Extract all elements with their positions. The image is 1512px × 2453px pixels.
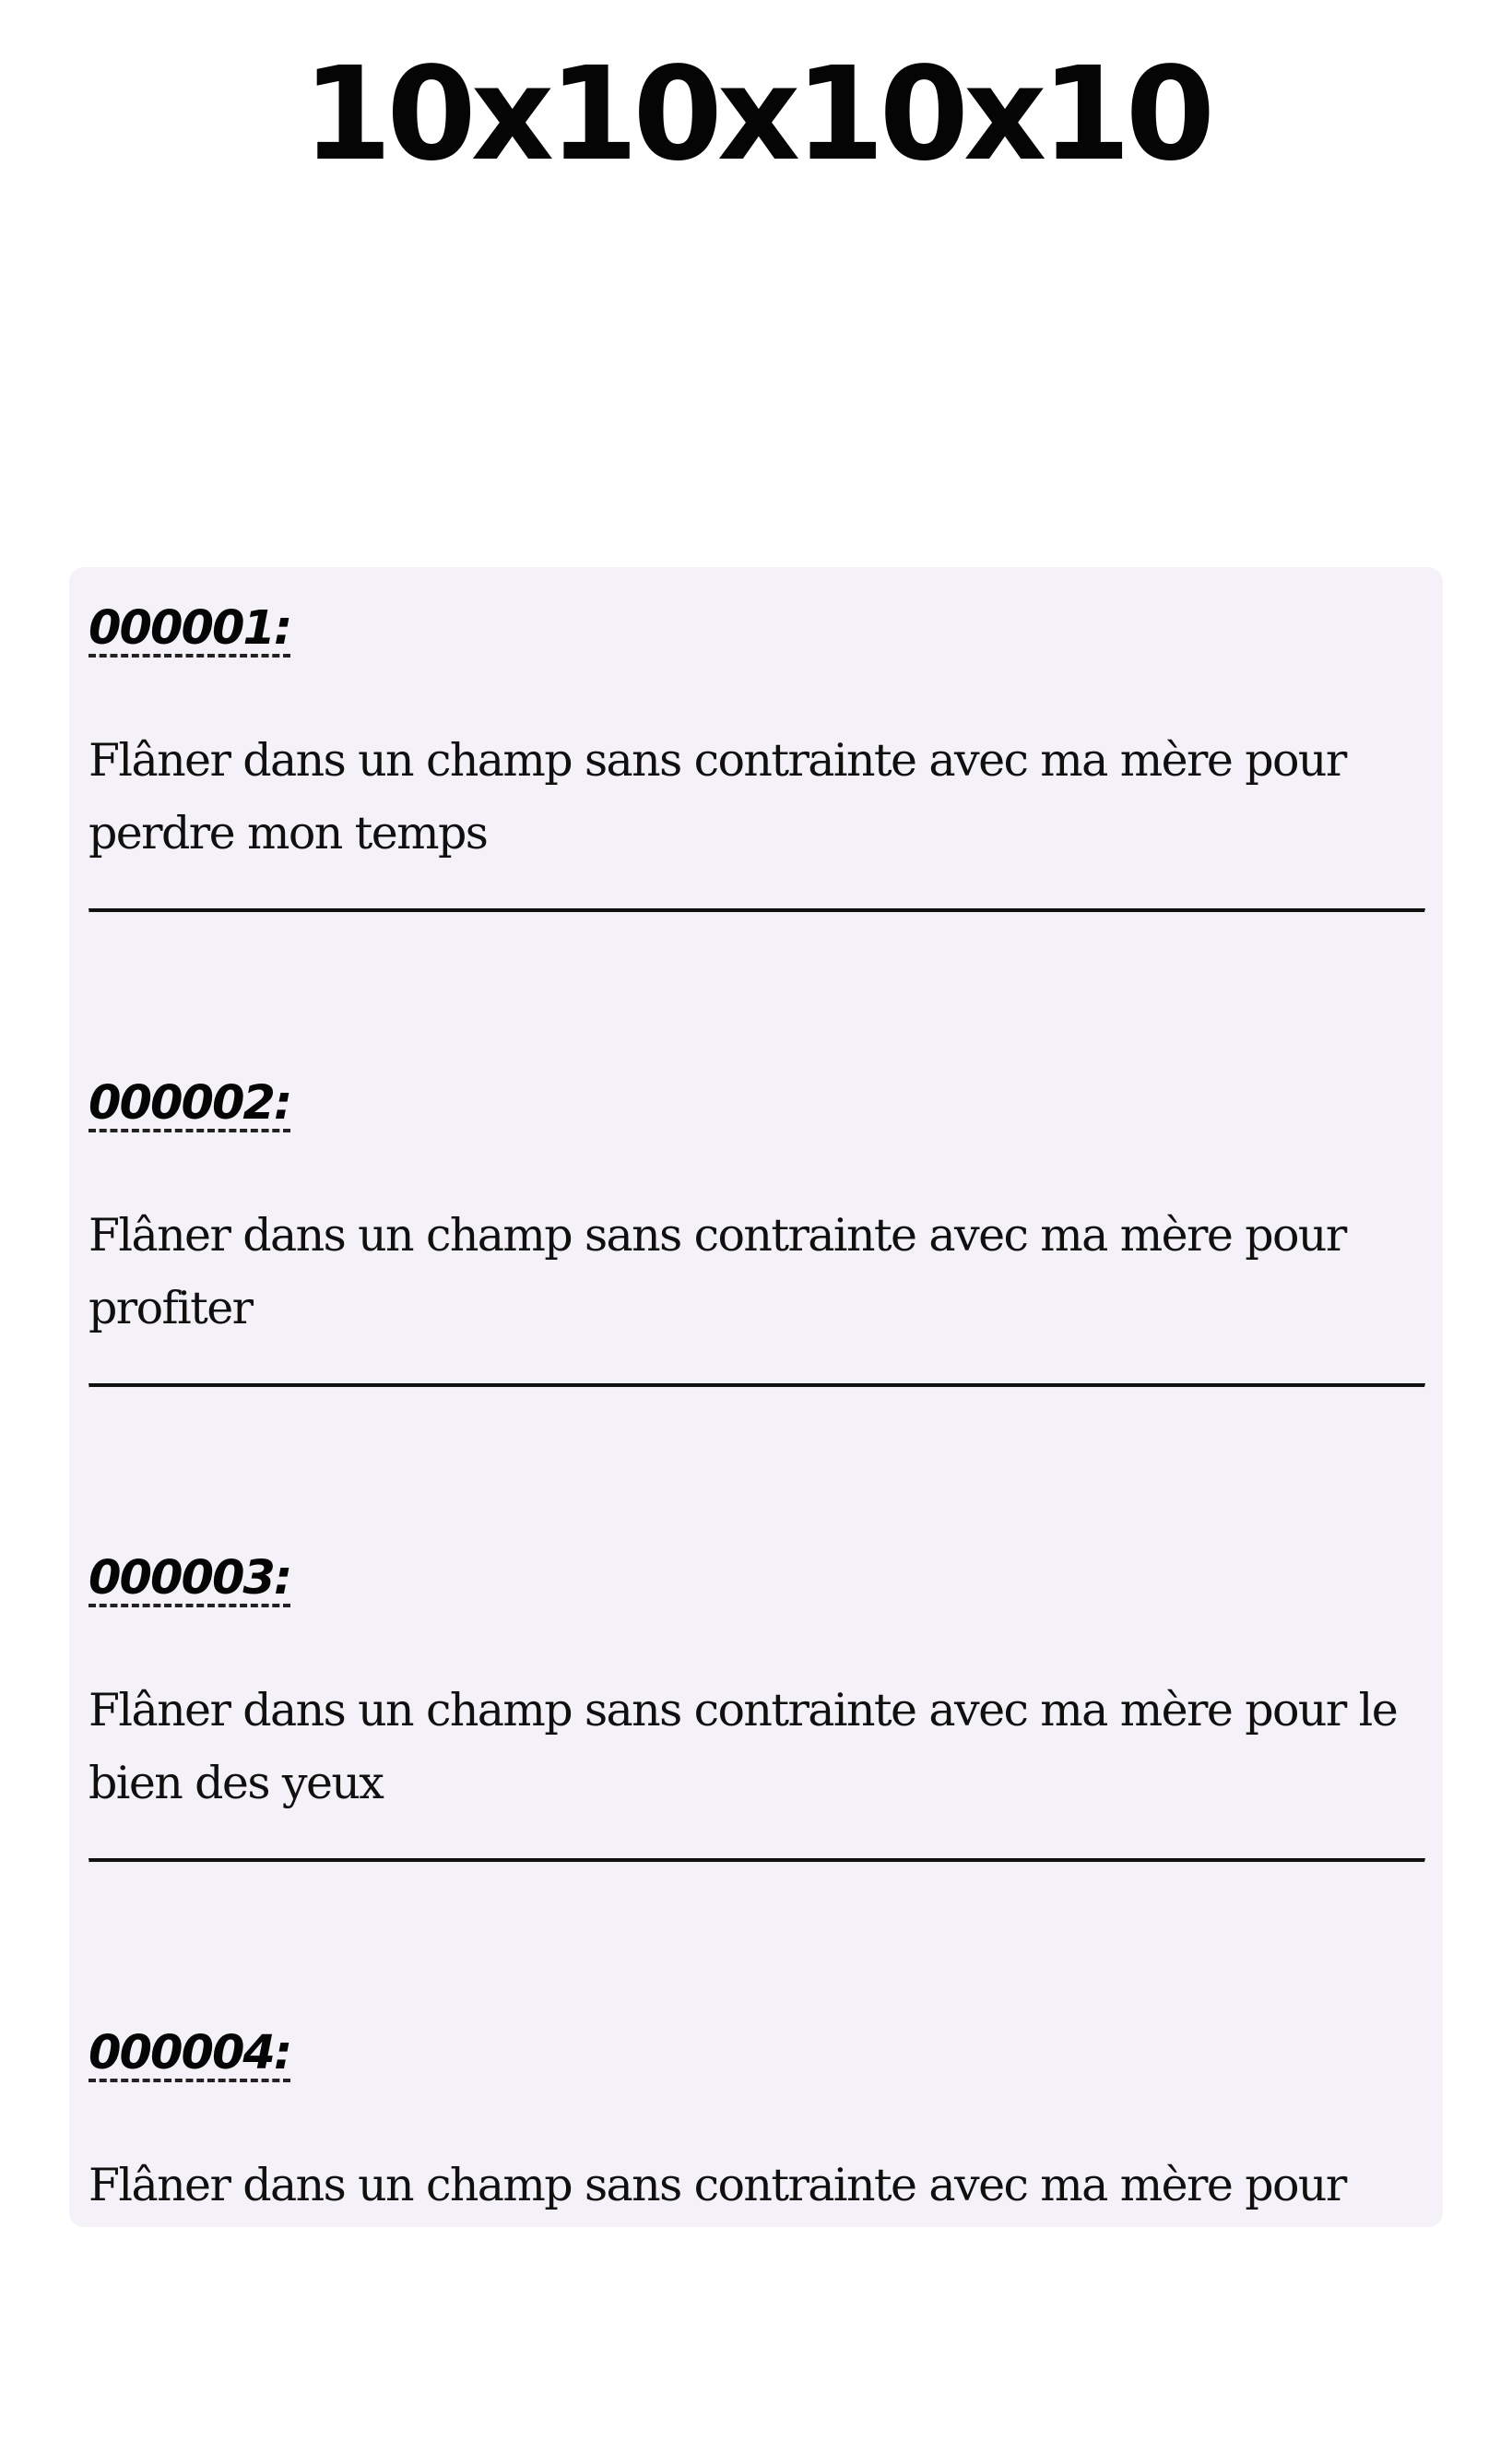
entry-item (89, 1517, 1423, 1978)
entry-text: Flâner dans un champ sans contrainte avec ma mère pour (89, 2159, 1346, 2211)
entry-item (89, 567, 1423, 1028)
entry-item (89, 1992, 1423, 2453)
entry-divider (89, 1858, 1425, 1863)
entry-text: Flâner dans un champ sans contrainte avec ma mère pour perdre mon temps (89, 734, 1346, 859)
entry-divider (89, 1383, 1425, 1388)
entry-id-link[interactable]: 000002: (89, 1076, 291, 1131)
entry-text: Flâner dans un champ sans contrainte avec ma mère pour le bien des yeux (89, 1684, 1398, 1809)
entries-panel (69, 567, 1443, 2227)
entry-text: Flâner dans un champ sans contrainte avec ma mère pour profiter (89, 1209, 1346, 1334)
entry-id-link[interactable]: 000004: (89, 2026, 291, 2080)
entry-item (89, 1042, 1423, 1503)
page-title: 10x10x10x10 (301, 40, 1211, 190)
entry-divider (89, 908, 1425, 913)
entry-id-link[interactable]: 000003: (89, 1551, 291, 1606)
entry-id-link[interactable]: 000001: (89, 601, 291, 656)
